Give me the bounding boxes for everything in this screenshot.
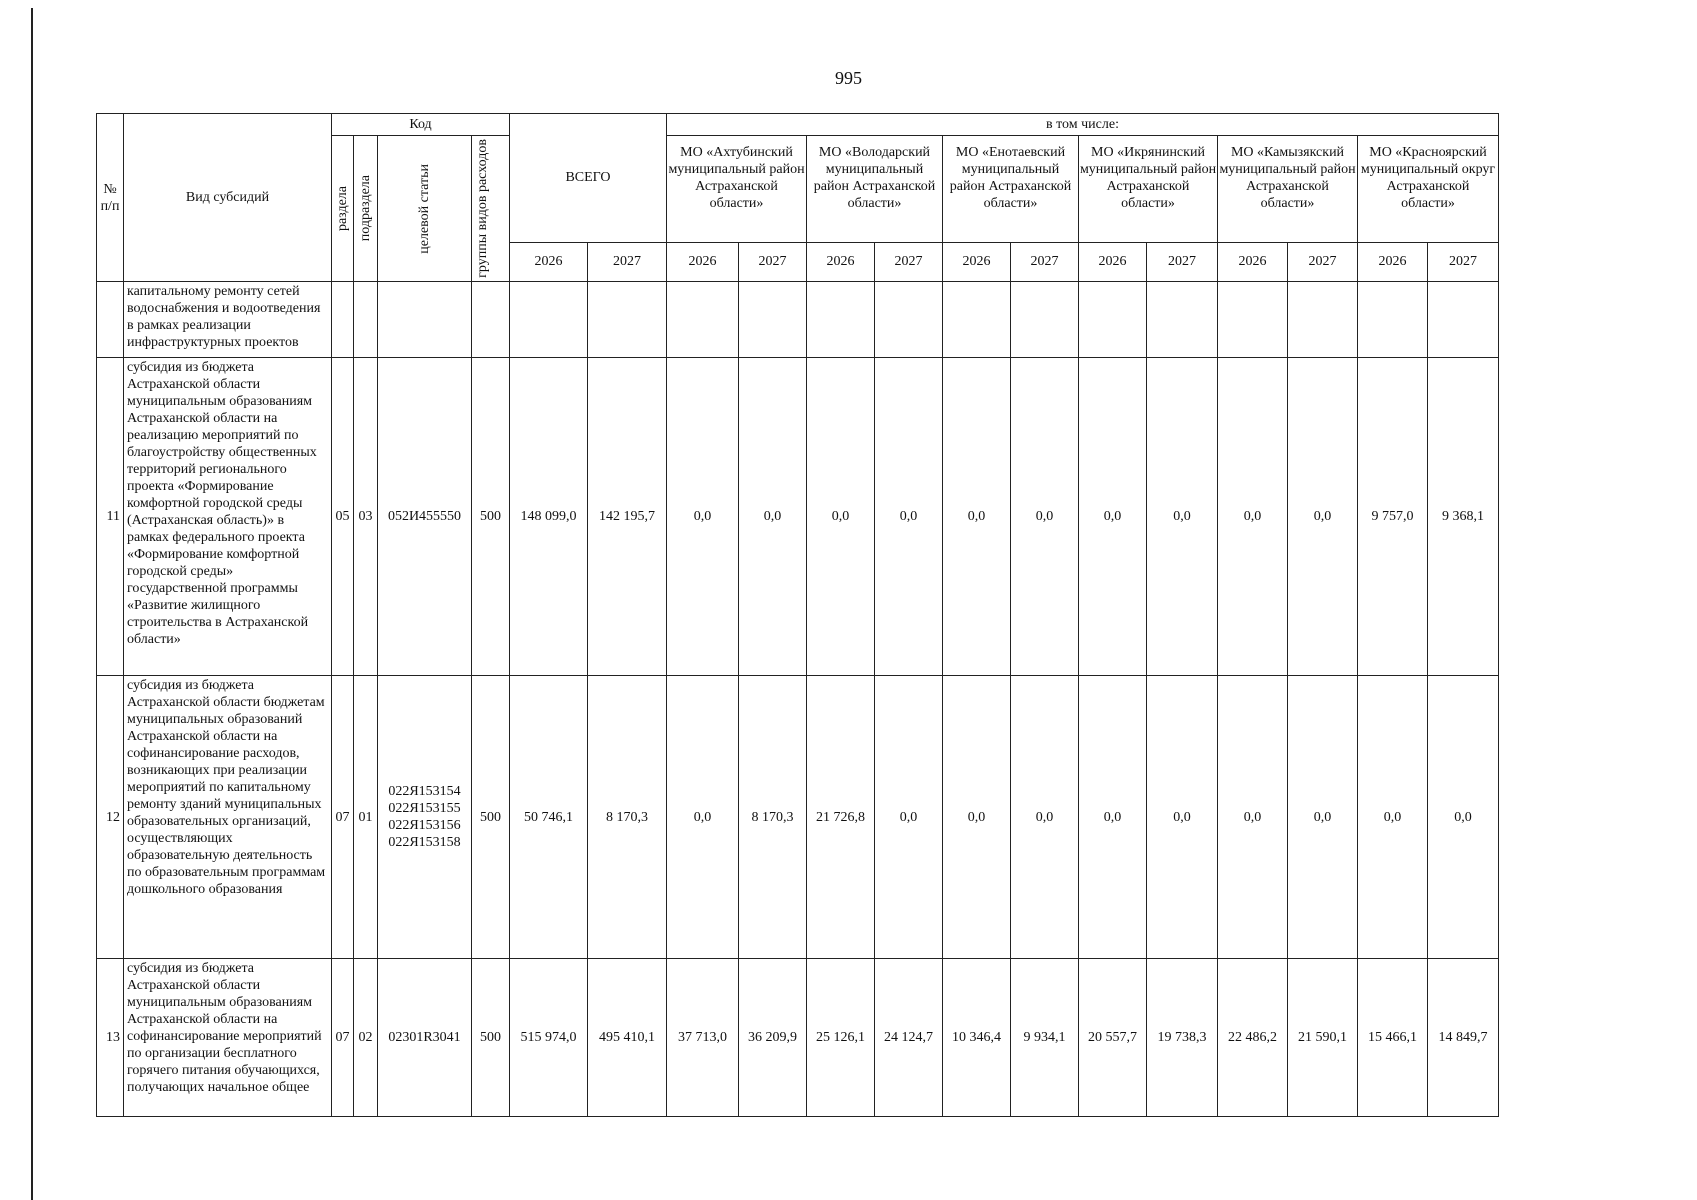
section-code: 05 [332,358,354,676]
header-num: № п/п [97,114,124,282]
value-cell: 9 757,0 [1358,358,1428,676]
year-header: 2026 [667,242,739,281]
header-mo-kamyzyaksky: МО «Камызякский муниципальный район Астраханской области» [1218,136,1358,243]
value-cell [1358,282,1428,358]
value-cell: 9 934,1 [1011,959,1079,1117]
value-cell: 0,0 [739,358,807,676]
value-cell: 0,0 [667,676,739,959]
value-cell: 0,0 [1218,676,1288,959]
header-mo-krasnoyarsky: МО «Красноярский муниципальный округ Астраханской области» [1358,136,1499,243]
year-header: 2026 [510,242,588,281]
year-header: 2026 [1079,242,1147,281]
value-cell: 9 368,1 [1428,358,1499,676]
subsidies-table [96,113,1499,1117]
value-cell: 0,0 [1358,676,1428,959]
value-cell: 0,0 [875,676,943,959]
value-cell [943,282,1011,358]
section-code: 07 [332,959,354,1117]
year-header: 2027 [588,242,667,281]
section-code [332,282,354,358]
expense-group-code: 500 [472,676,510,959]
row-number: 11 [97,358,124,676]
value-cell: 8 170,3 [739,676,807,959]
expense-group-code: 500 [472,959,510,1117]
year-header: 2027 [1428,242,1499,281]
value-cell: 0,0 [1428,676,1499,959]
value-cell [1428,282,1499,358]
table-row [97,959,1499,1117]
value-cell [1288,282,1358,358]
year-header: 2027 [1288,242,1358,281]
year-header: 2027 [875,242,943,281]
target-article-code: 022Я153154 022Я153155 022Я153156 022Я153158 [378,676,472,959]
year-header: 2027 [1147,242,1218,281]
header-total: ВСЕГО [510,114,667,243]
value-cell: 19 738,3 [1147,959,1218,1117]
subsection-code: 03 [354,358,378,676]
header-mo-ikryaninsky: МО «Икрянинский муниципальный район Астраханской области» [1079,136,1218,243]
binding-edge-line [31,8,33,1200]
value-cell [1218,282,1288,358]
subsidy-description: капитальному ремонту сетей водоснабжения и водоотведения в рамках реализации инфраструктурных проектов [124,282,332,358]
value-cell [667,282,739,358]
subsidy-description: субсидия из бюджета Астраханской области муниципальным образованиям Астраханской области на софинансирование мероприятий по организации бесплатного горячего питания обучающихся, получающих начальное общее [124,959,332,1117]
table-row [97,676,1499,959]
header-target-article: целевой статьи [378,136,472,282]
header-mo-akhtubinsky: МО «Ахтубинский муниципальный район Астраханской области» [667,136,807,243]
value-cell: 515 974,0 [510,959,588,1117]
value-cell: 37 713,0 [667,959,739,1117]
value-cell: 20 557,7 [1079,959,1147,1117]
value-cell: 0,0 [667,358,739,676]
value-cell: 24 124,7 [875,959,943,1117]
table-header [97,114,1499,282]
value-cell: 0,0 [1079,358,1147,676]
value-cell: 14 849,7 [1428,959,1499,1117]
value-cell: 0,0 [943,358,1011,676]
header-expense-groups: группы видов расходов [472,136,510,282]
page-number: 995 [835,68,862,88]
year-header: 2027 [1011,242,1079,281]
value-cell: 15 466,1 [1358,959,1428,1117]
header-section: раздела [332,136,354,282]
table-row [97,282,1499,358]
value-cell [1011,282,1079,358]
table-body [97,282,1499,1117]
year-header: 2027 [739,242,807,281]
value-cell: 0,0 [1079,676,1147,959]
section-code: 07 [332,676,354,959]
header-including: в том числе: [667,114,1499,136]
value-cell: 0,0 [1288,358,1358,676]
target-article-code: 02301R3041 [378,959,472,1117]
subsidy-description: субсидия из бюджета Астраханской области муниципальным образованиям Астраханской области на реализацию мероприятий по благоустройству общественных территорий регионального проекта «Формирование комфортной городской среды (Астраханская область)» в рамках федерального проекта «Формирование комфортной городской среды» государственной программы «Развитие жилищного строительства в Астраханской области» [124,358,332,676]
value-cell: 0,0 [875,358,943,676]
value-cell: 21 590,1 [1288,959,1358,1117]
value-cell: 142 195,7 [588,358,667,676]
value-cell: 0,0 [1218,358,1288,676]
value-cell: 21 726,8 [807,676,875,959]
subsection-code: 01 [354,676,378,959]
value-cell [1079,282,1147,358]
table-row [97,358,1499,676]
value-cell: 0,0 [807,358,875,676]
row-number [97,282,124,358]
value-cell: 0,0 [1147,676,1218,959]
value-cell: 25 126,1 [807,959,875,1117]
value-cell: 8 170,3 [588,676,667,959]
value-cell: 495 410,1 [588,959,667,1117]
row-number: 13 [97,959,124,1117]
value-cell: 148 099,0 [510,358,588,676]
header-subsection: подраздела [354,136,378,282]
value-cell [875,282,943,358]
expense-group-code: 500 [472,358,510,676]
header-mo-volodarsky: МО «Володарский муниципальный район Астраханской области» [807,136,943,243]
header-code: Код [332,114,510,136]
value-cell: 0,0 [1011,358,1079,676]
value-cell: 0,0 [1288,676,1358,959]
header-subsidy-type: Вид субсидий [124,114,332,282]
value-cell [807,282,875,358]
value-cell: 0,0 [1011,676,1079,959]
value-cell: 50 746,1 [510,676,588,959]
value-cell: 22 486,2 [1218,959,1288,1117]
target-article-code [378,282,472,358]
year-header: 2026 [943,242,1011,281]
value-cell [1147,282,1218,358]
year-header: 2026 [1358,242,1428,281]
value-cell [588,282,667,358]
subsection-code: 02 [354,959,378,1117]
value-cell [510,282,588,358]
target-article-code: 052И455550 [378,358,472,676]
header-mo-enotaevsky: МО «Енотаевский муниципальный район Астраханской области» [943,136,1079,243]
subsection-code [354,282,378,358]
value-cell: 36 209,9 [739,959,807,1117]
year-header: 2026 [807,242,875,281]
value-cell: 0,0 [1147,358,1218,676]
value-cell [739,282,807,358]
value-cell: 10 346,4 [943,959,1011,1117]
row-number: 12 [97,676,124,959]
value-cell: 0,0 [943,676,1011,959]
subsidy-description: субсидия из бюджета Астраханской области бюджетам муниципальных образований Астраханской области на софинансирование расходов, возникающих при реализации мероприятий по капитальному ремонту зданий муниципальных образовательных организаций, осуществляющих образовательную деятельность по образовательным программам дошкольного образования [124,676,332,959]
expense-group-code [472,282,510,358]
year-header: 2026 [1218,242,1288,281]
